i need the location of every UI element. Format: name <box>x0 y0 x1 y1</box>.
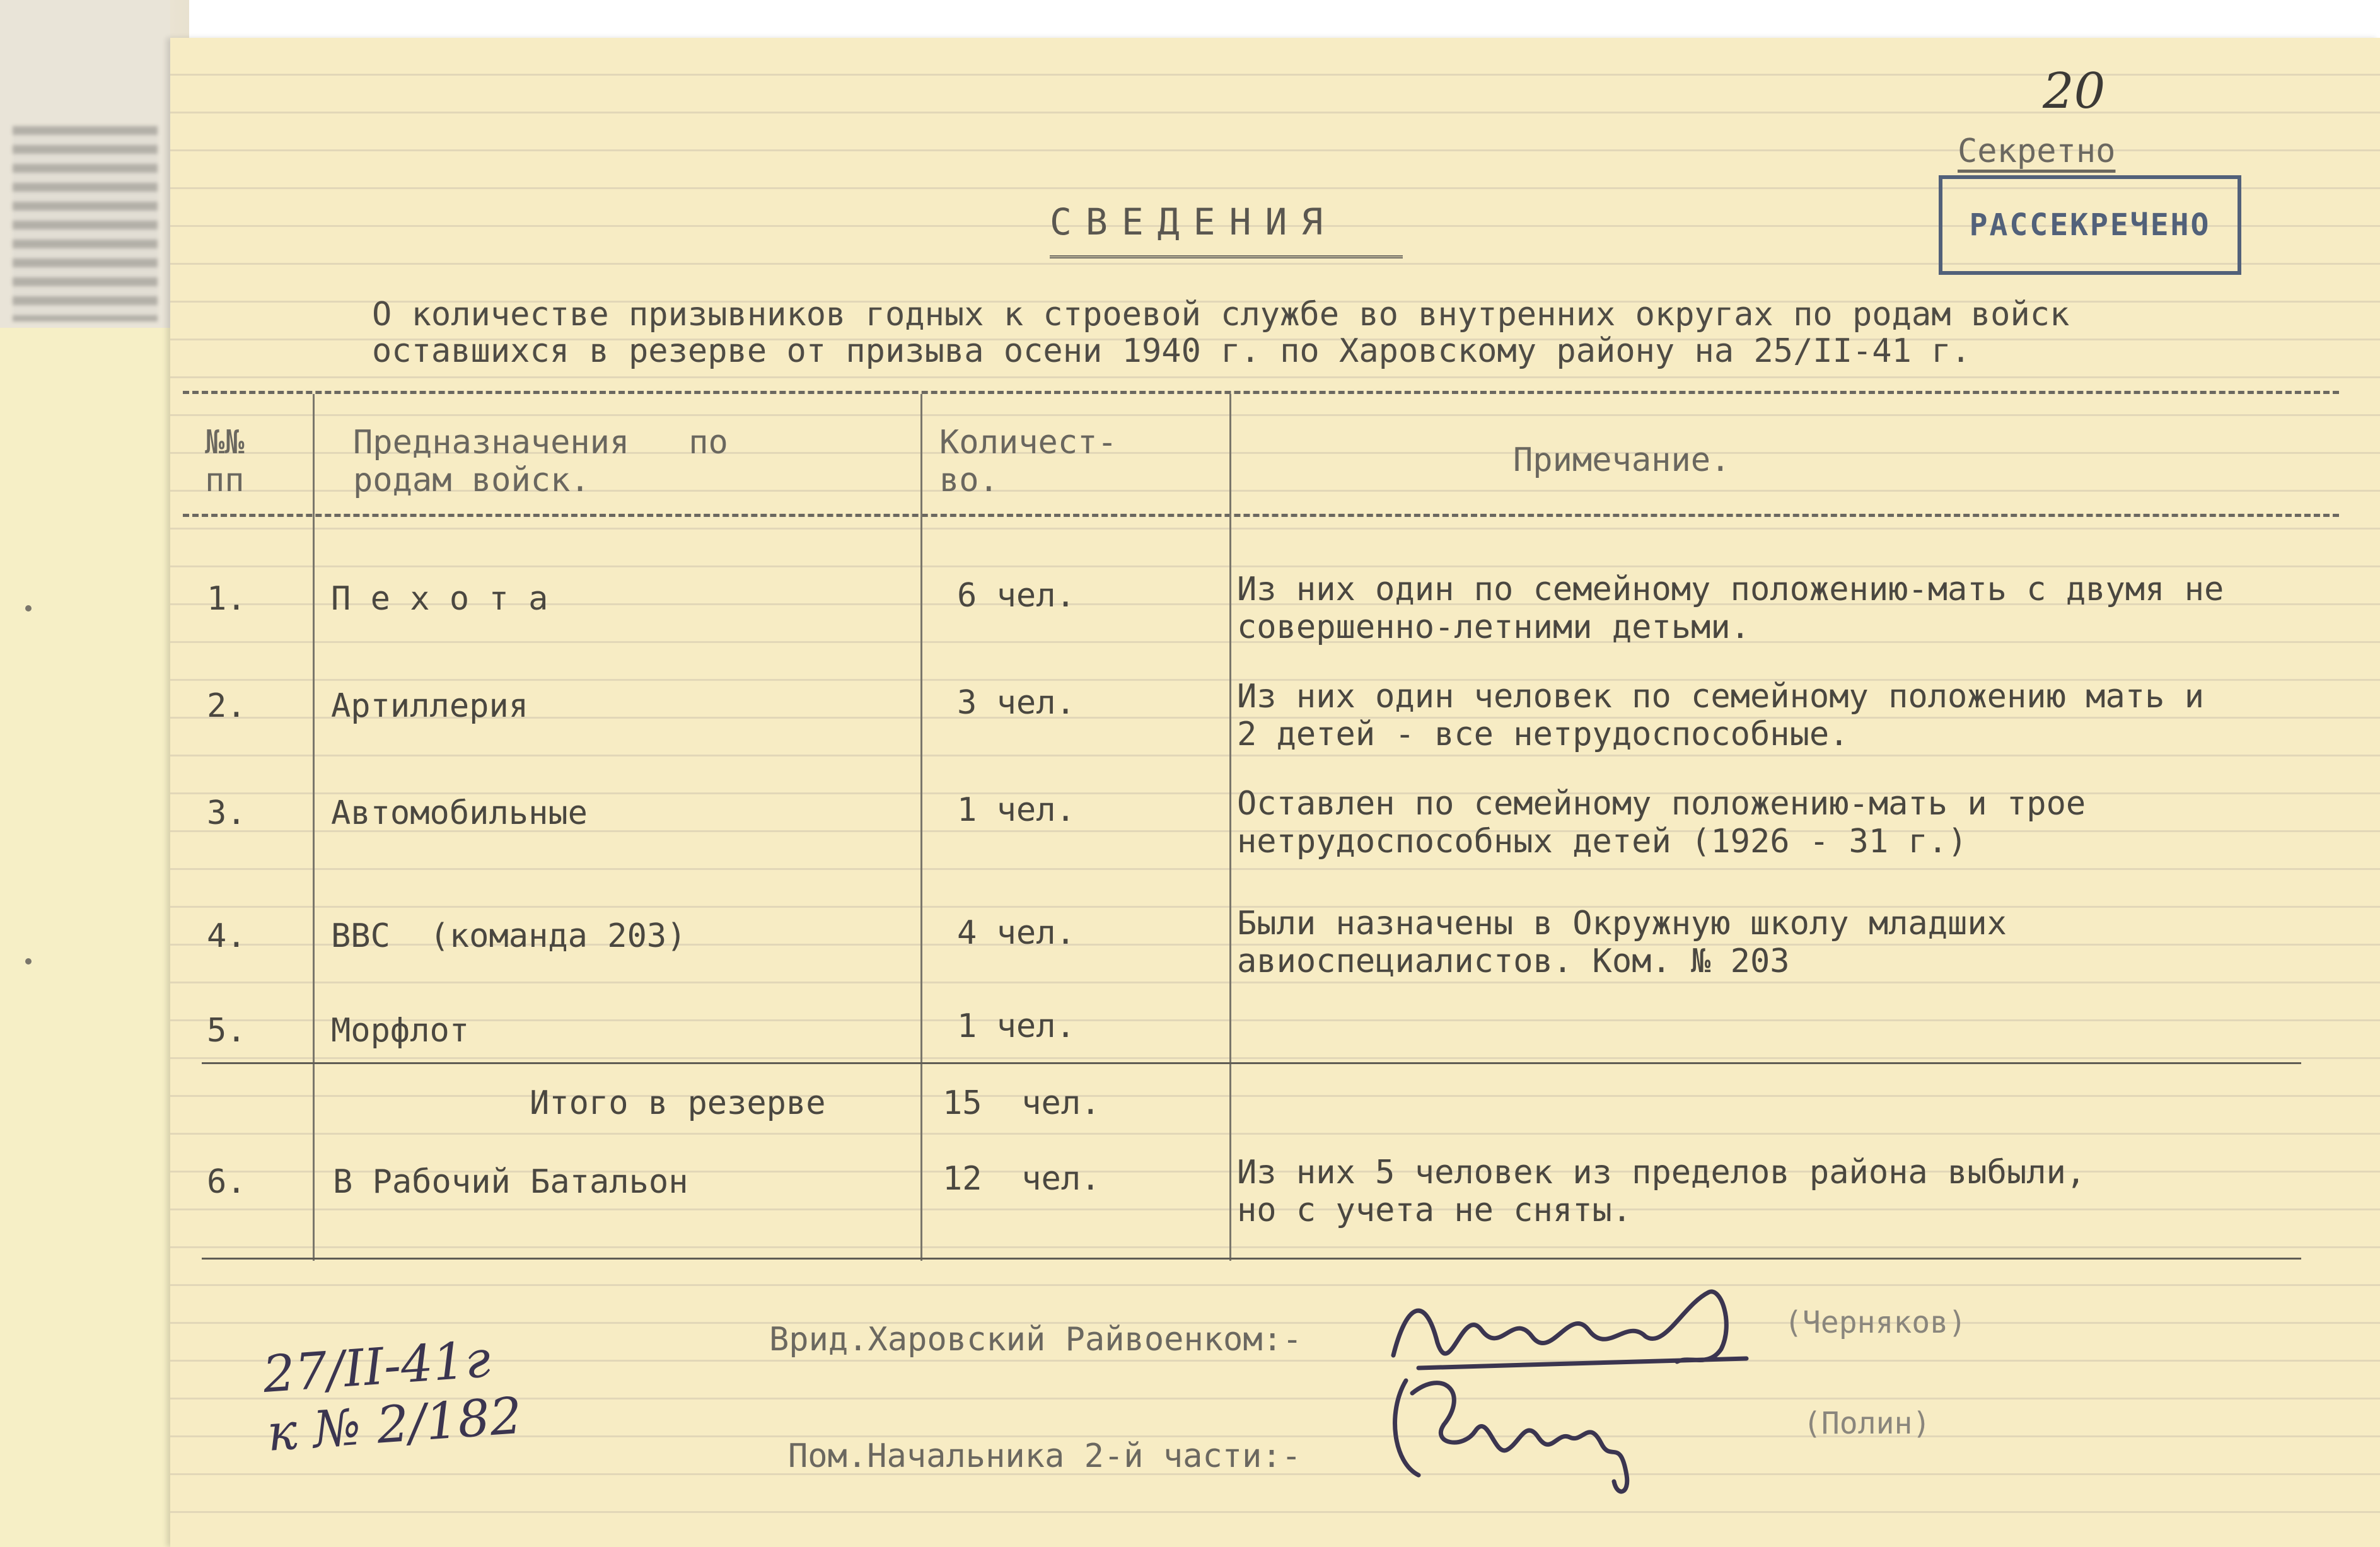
row-4-num: 4. <box>207 917 247 955</box>
adjacent-page-edge <box>0 328 170 1547</box>
signature-1-label: Врид.Харовский Райвоенком:- <box>769 1321 1303 1359</box>
subtitle-line-1: О количестве призывников годных к строевой службе во внутренних округах по родам войск <box>372 296 2070 333</box>
document-subtitle <box>372 296 2263 369</box>
hole-dot <box>25 958 32 965</box>
row-4-note: Были назначены в Окружную школу младших авиоспециалистов. Ком. № 203 <box>1237 905 2007 980</box>
classification-mark: Секретно <box>1958 132 2116 170</box>
col-divider-branch <box>920 394 922 1261</box>
total-rule <box>202 1062 2301 1064</box>
col-divider-count <box>1229 394 1231 1261</box>
signature-2-name: (Полин) <box>1803 1406 1931 1441</box>
table-header-rule <box>183 514 2339 517</box>
subtitle-line-2: оставшихся в резерве от призыва осени 1940 г. по Харовскому району на 25/II-41 г. <box>372 332 1971 370</box>
header-num: №№ пп <box>205 424 245 499</box>
total-count: 15 чел. <box>943 1084 1101 1122</box>
row-5-branch: Морфлот <box>331 1012 470 1050</box>
total-label: Итого в резерве <box>530 1084 826 1122</box>
page-number: 20 <box>2043 63 2106 120</box>
title-underline <box>1050 255 1403 258</box>
header-note: Примечание. <box>1513 441 1731 479</box>
smudged-text <box>13 126 158 322</box>
row-2-branch: Артиллерия <box>331 687 529 725</box>
row-4-branch: ВВС (команда 203) <box>331 917 687 955</box>
row-6-num: 6. <box>207 1163 247 1201</box>
row-5-count: 1 чел. <box>957 1007 1076 1045</box>
header-count: Количест- во. <box>939 424 1117 499</box>
declassified-stamp: РАССЕКРЕЧЕНО <box>1939 175 2241 275</box>
row-1-note: Из них один по семейному положению-мать с двумя не совершенно-летними детьми. <box>1237 571 2224 646</box>
row-3-note: Оставлен по семейному положению-мать и трое нетрудоспособных детей (1926 - 31 г.) <box>1237 785 2086 860</box>
row-3-branch: Автомобильные <box>331 794 588 832</box>
row-3-num: 3. <box>207 794 247 832</box>
signature-2-label: Пом.Начальника 2-й части:- <box>788 1437 1301 1475</box>
document-title: СВЕДЕНИЯ <box>1050 200 1337 243</box>
row-2-num: 2. <box>207 687 247 725</box>
col-divider-num <box>313 394 315 1261</box>
row-6-note: Из них 5 человек из пределов района выбыли, но с учета не сняты. <box>1237 1154 2086 1229</box>
row-1-branch: П е х о т а <box>331 580 549 618</box>
row-2-count: 3 чел. <box>957 684 1076 722</box>
table-bottom-rule <box>202 1258 2301 1260</box>
signature-1-name: (Черняков) <box>1784 1305 1966 1340</box>
row-1-count: 6 чел. <box>957 577 1076 615</box>
row-5-num: 5. <box>207 1012 247 1050</box>
hole-dot <box>25 605 32 611</box>
row-4-count: 4 чел. <box>957 914 1076 952</box>
row-6-count: 12 чел. <box>943 1160 1101 1198</box>
row-2-note: Из них один человек по семейному положению мать и 2 детей - все нетрудоспособные. <box>1237 678 2205 753</box>
row-3-count: 1 чел. <box>957 791 1076 829</box>
header-branch: Предназначения по родам войск. <box>353 424 728 499</box>
adjacent-page-strip <box>0 0 170 328</box>
row-1-num: 1. <box>207 580 247 618</box>
signature-2-mark <box>1368 1355 1658 1500</box>
handwritten-note: 27/II-41г к № 2/182 <box>261 1330 524 1463</box>
table-top-rule <box>183 391 2339 394</box>
row-6-branch: В Рабочий Батальон <box>333 1163 688 1201</box>
